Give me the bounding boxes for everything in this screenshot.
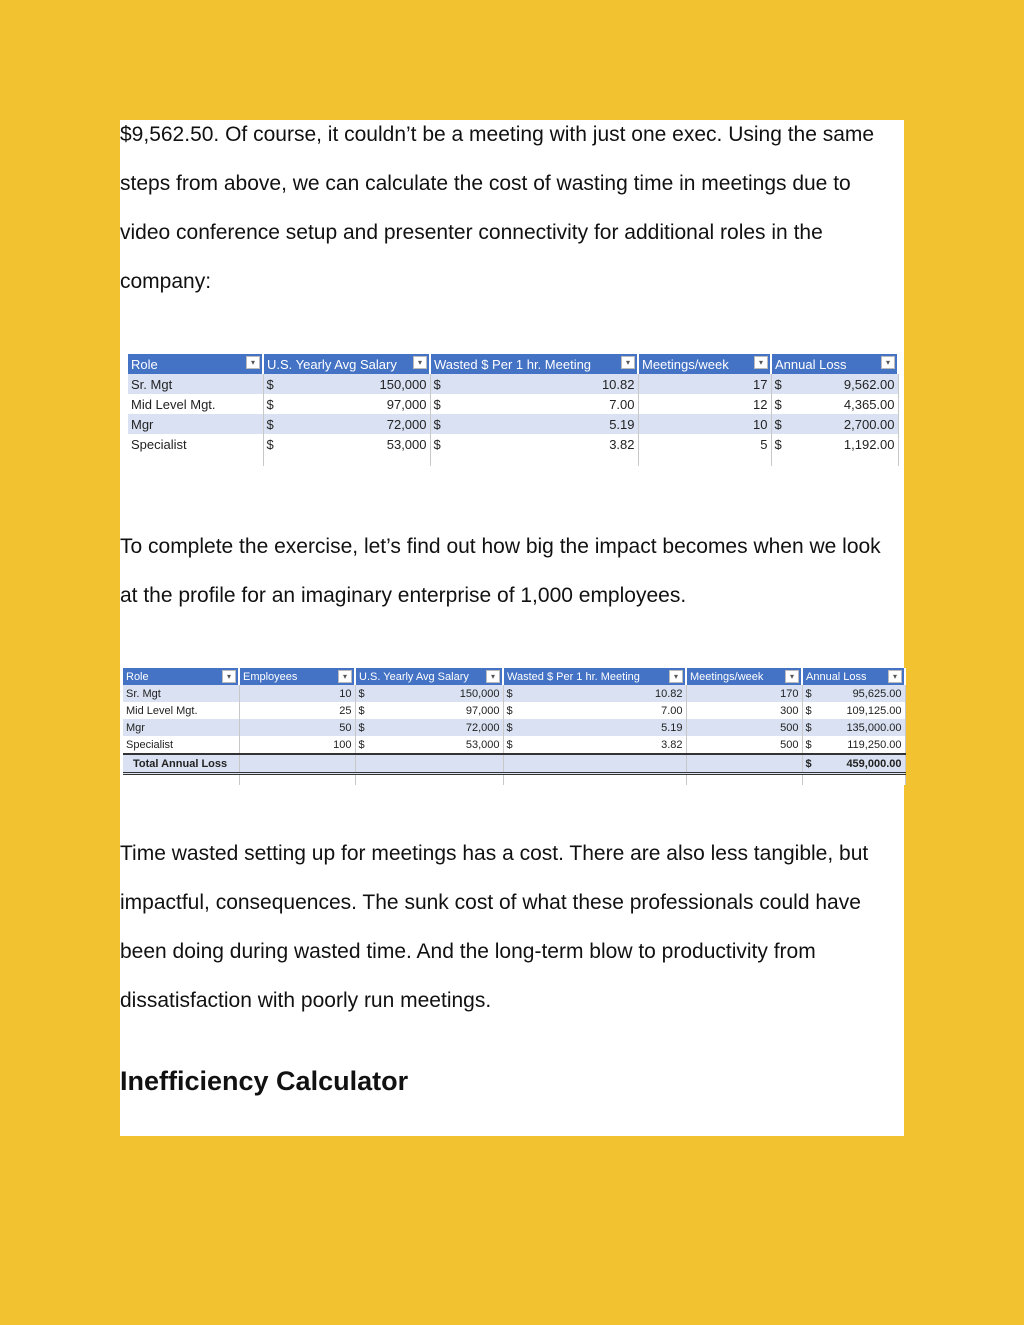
document-page: [120, 120, 904, 1136]
currency-value: 10.82: [654, 687, 683, 700]
currency-cell[interactable]: [430, 374, 638, 394]
currency-cell[interactable]: [355, 685, 503, 702]
meetings-cell[interactable]: 5: [638, 434, 771, 454]
currency-symbol: $: [506, 721, 513, 734]
header-annual-loss[interactable]: Annual Loss ▾: [802, 668, 905, 685]
role-cost-table: [128, 354, 899, 466]
currency-symbol: $: [358, 704, 365, 717]
currency-value: 7.00: [609, 396, 635, 412]
header-salary[interactable]: U.S. Yearly Avg Salary ▾: [263, 354, 430, 374]
filter-dropdown-icon[interactable]: ▾: [785, 670, 799, 683]
currency-value: 72,000: [465, 721, 500, 734]
currency-symbol: $: [266, 436, 274, 452]
currency-value: 4,365.00: [843, 396, 895, 412]
meetings-cell[interactable]: 300: [686, 702, 802, 719]
currency-symbol: $: [506, 704, 513, 717]
table-row: [128, 454, 898, 466]
meetings-cell[interactable]: 17: [638, 374, 771, 394]
header-annual-loss[interactable]: Annual Loss ▾: [771, 354, 898, 374]
employees-cell[interactable]: 100: [239, 736, 355, 754]
currency-symbol: $: [358, 721, 365, 734]
currency-value: 5.19: [661, 721, 683, 734]
currency-cell[interactable]: [771, 434, 898, 454]
table-row: [128, 414, 898, 434]
table-row: [123, 719, 905, 736]
currency-cell[interactable]: [355, 702, 503, 719]
currency-symbol: $: [805, 738, 812, 751]
table-row: [123, 702, 905, 719]
currency-cell[interactable]: [802, 736, 905, 754]
filter-dropdown-icon[interactable]: ▾: [669, 670, 683, 683]
currency-cell[interactable]: [503, 702, 686, 719]
header-wasted[interactable]: Wasted $ Per 1 hr. Meeting ▾: [503, 668, 686, 685]
empty-cell[interactable]: [263, 454, 430, 466]
currency-cell[interactable]: [771, 374, 898, 394]
currency-cell[interactable]: [771, 414, 898, 434]
currency-cell[interactable]: [355, 736, 503, 754]
currency-cell[interactable]: [503, 736, 686, 754]
currency-symbol: $: [805, 687, 812, 700]
total-row: [123, 754, 905, 774]
currency-cell[interactable]: [503, 685, 686, 702]
table-row: [123, 774, 905, 786]
empty-cell[interactable]: [802, 774, 905, 786]
currency-cell[interactable]: [802, 685, 905, 702]
currency-cell[interactable]: [263, 434, 430, 454]
empty-cell[interactable]: [771, 454, 898, 466]
currency-symbol: $: [774, 376, 782, 392]
currency-value: 5.19: [609, 416, 635, 432]
currency-cell[interactable]: [802, 754, 905, 774]
currency-value: 1,192.00: [843, 436, 895, 452]
empty-cell[interactable]: [686, 754, 802, 774]
currency-symbol: $: [433, 436, 441, 452]
table-header-row: [123, 668, 905, 685]
role-cell[interactable]: Sr. Mgt: [128, 374, 263, 394]
role-cell[interactable]: Specialist: [128, 434, 263, 454]
currency-cell[interactable]: [355, 719, 503, 736]
role-cell[interactable]: Mgr: [128, 414, 263, 434]
currency-cell[interactable]: [430, 394, 638, 414]
paragraph-consequences: Time wasted setting up for meetings has a cost. There are also less tangible, but impactful, consequences. The sunk cost of what these professionals could have been doing during wasted time. And the long-term blow to productivity from dissatisfaction with poorly run meetings.: [120, 842, 869, 1012]
empty-cell[interactable]: [128, 454, 263, 466]
currency-value: 10.82: [601, 376, 635, 392]
header-salary[interactable]: U.S. Yearly Avg Salary ▾: [355, 668, 503, 685]
currency-value: 119,250.00: [847, 738, 902, 751]
header-employees[interactable]: Employees ▾: [239, 668, 355, 685]
currency-value: 7.00: [661, 704, 683, 717]
employees-cell[interactable]: 10: [239, 685, 355, 702]
employees-cell[interactable]: 50: [239, 719, 355, 736]
currency-value: 53,000: [386, 436, 427, 452]
currency-cell[interactable]: [430, 414, 638, 434]
empty-cell[interactable]: [503, 754, 686, 774]
empty-cell[interactable]: [355, 754, 503, 774]
currency-value: 72,000: [386, 416, 427, 432]
table-row: [128, 434, 898, 454]
employees-cell[interactable]: 25: [239, 702, 355, 719]
currency-symbol: $: [433, 376, 441, 392]
empty-cell[interactable]: [430, 454, 638, 466]
filter-dropdown-icon[interactable]: ▾: [338, 670, 352, 683]
currency-value: 9,562.00: [843, 376, 895, 392]
currency-cell[interactable]: [263, 414, 430, 434]
header-role[interactable]: Role ▾: [123, 668, 239, 685]
enterprise-cost-table: [123, 668, 906, 785]
filter-dropdown-icon[interactable]: ▾: [486, 670, 500, 683]
table-row: [123, 736, 905, 754]
meetings-cell[interactable]: 12: [638, 394, 771, 414]
paragraph-intro: $9,562.50. Of course, it couldn’t be a meeting with just one exec. Using the same steps from above, we can calculate the cost of wasting time in meetings due to video conference setup and presenter connectivity for additional roles in the company:: [120, 123, 875, 293]
currency-value: 97,000: [465, 704, 500, 717]
currency-symbol: $: [774, 416, 782, 432]
header-role[interactable]: Role ▾: [128, 354, 263, 374]
table-row: [123, 685, 905, 702]
currency-symbol: $: [506, 687, 513, 700]
role-cell[interactable]: Specialist: [123, 736, 239, 754]
role-cell[interactable]: Mid Level Mgt.: [128, 394, 263, 414]
filter-dropdown-icon[interactable]: ▾: [754, 356, 768, 369]
currency-value: 459,000.00: [846, 757, 902, 770]
currency-value: 3.82: [609, 436, 635, 452]
currency-value: 97,000: [386, 396, 427, 412]
meetings-cell[interactable]: 170: [686, 685, 802, 702]
table-header-row: [128, 354, 898, 374]
empty-cell[interactable]: [239, 774, 355, 786]
currency-symbol: $: [774, 436, 782, 452]
currency-value: 109,125.00: [846, 704, 902, 717]
currency-symbol: $: [774, 396, 782, 412]
empty-cell[interactable]: [503, 774, 686, 786]
currency-cell[interactable]: [802, 702, 905, 719]
currency-symbol: $: [266, 416, 274, 432]
empty-cell[interactable]: [355, 774, 503, 786]
empty-cell[interactable]: [123, 774, 239, 786]
table-row: [128, 394, 898, 414]
currency-symbol: $: [266, 376, 274, 392]
paragraph-exercise: To complete the exercise, let’s find out how big the impact becomes when we look at the profile for an imaginary enterprise of 1,000 employees.: [120, 535, 881, 607]
currency-symbol: $: [266, 396, 274, 412]
currency-value: 135,000.00: [846, 721, 902, 734]
total-label[interactable]: Total Annual Loss: [123, 754, 239, 774]
section-heading: Inefficiency Calculator: [120, 1066, 409, 1096]
currency-symbol: $: [358, 687, 365, 700]
role-cell[interactable]: Mid Level Mgt.: [123, 702, 239, 719]
header-meetings[interactable]: Meetings/week ▾: [638, 354, 771, 374]
filter-dropdown-icon[interactable]: ▾: [413, 356, 427, 369]
currency-value: 150,000: [459, 687, 500, 700]
role-cell[interactable]: Mgr: [123, 719, 239, 736]
filter-dropdown-icon[interactable]: ▾: [246, 356, 260, 369]
currency-value: 53,000: [465, 738, 500, 751]
currency-symbol: $: [506, 738, 513, 751]
currency-cell[interactable]: [503, 719, 686, 736]
currency-cell[interactable]: [802, 719, 905, 736]
filter-dropdown-icon[interactable]: ▾: [621, 356, 635, 369]
currency-symbol: $: [358, 738, 365, 751]
currency-cell[interactable]: [263, 394, 430, 414]
currency-cell[interactable]: [430, 434, 638, 454]
header-meetings[interactable]: Meetings/week ▾: [686, 668, 802, 685]
currency-symbol: $: [433, 396, 441, 412]
currency-value: 150,000: [379, 376, 427, 392]
currency-value: 2,700.00: [843, 416, 895, 432]
currency-symbol: $: [805, 757, 812, 770]
filter-dropdown-icon[interactable]: ▾: [888, 670, 902, 683]
currency-cell[interactable]: [771, 394, 898, 414]
empty-cell[interactable]: [686, 774, 802, 786]
meetings-cell[interactable]: 10: [638, 414, 771, 434]
empty-cell[interactable]: [638, 454, 771, 466]
currency-symbol: $: [805, 704, 812, 717]
table-row: [128, 374, 898, 394]
filter-dropdown-icon[interactable]: ▾: [222, 670, 236, 683]
header-wasted[interactable]: Wasted $ Per 1 hr. Meeting ▾: [430, 354, 638, 374]
empty-cell[interactable]: [239, 754, 355, 774]
currency-value: 3.82: [661, 738, 683, 751]
currency-symbol: $: [433, 416, 441, 432]
currency-cell[interactable]: [263, 374, 430, 394]
meetings-cell[interactable]: 500: [686, 719, 802, 736]
role-cell[interactable]: Sr. Mgt: [123, 685, 239, 702]
currency-symbol: $: [805, 721, 812, 734]
currency-value: 95,625.00: [852, 687, 902, 700]
filter-dropdown-icon[interactable]: ▾: [881, 356, 895, 369]
meetings-cell[interactable]: 500: [686, 736, 802, 754]
